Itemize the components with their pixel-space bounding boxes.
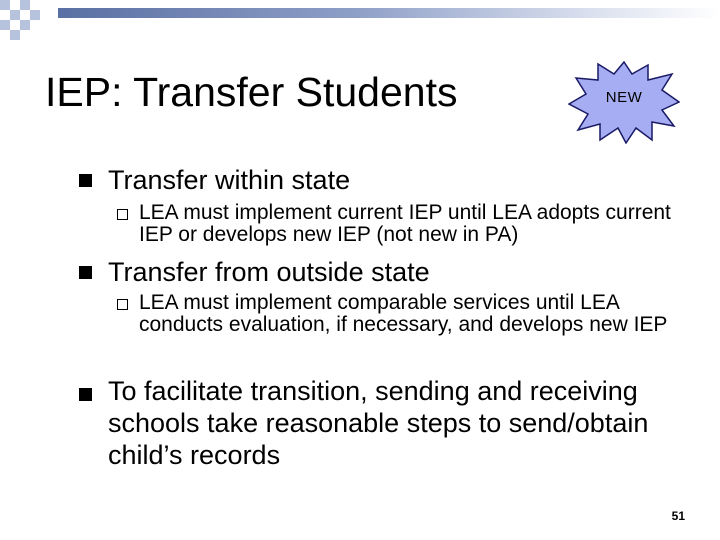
bullet-square-3: [79, 388, 92, 401]
sub-bullet-text-2: LEA must implement comparable services until LEA conducts evaluation, if necessary, and develops new IEP: [139, 291, 668, 336]
sub-bullet-checkbox-1: [117, 209, 128, 220]
bullet-square-2: [79, 266, 92, 279]
corner-checker-decoration: [0, 0, 60, 40]
bullet-text-1: Transfer within state: [108, 165, 351, 195]
sub-bullet-checkbox-2: [117, 299, 128, 310]
page-number: 51: [671, 509, 685, 523]
bullet-text-2: Transfer from outside state: [108, 257, 430, 287]
header-gradient-bar: [58, 8, 720, 18]
new-badge-label: NEW: [605, 89, 643, 106]
sub-bullet-text-1: LEA must implement current IEP until LEA adopts current IEP or develops new IEP (not new in PA): [139, 201, 671, 246]
bullet-square-1: [79, 174, 92, 187]
bullet-text-3: To facilitate transition, sending and receiving schools take reasonable steps to send/obtain child’s records: [108, 376, 649, 470]
slide-title: IEP: Transfer Students: [45, 69, 458, 115]
